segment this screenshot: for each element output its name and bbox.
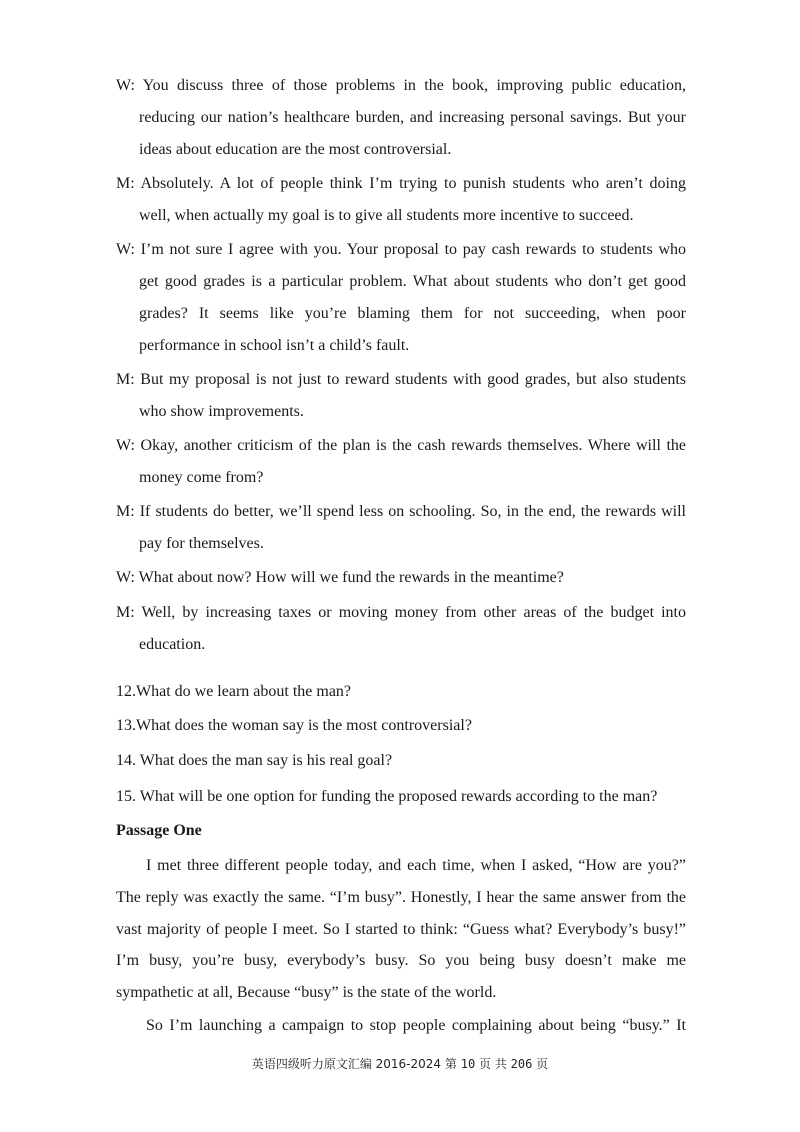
dialogue-line: reducing our nation’s healthcare burden, and increasing personal savings. But your: [139, 109, 686, 126]
passage-line: I’m busy, you’re busy, everybody’s busy. So you being busy doesn’t make me: [116, 952, 686, 969]
footer-page-prefix: 第: [444, 1057, 457, 1071]
passage-line: vast majority of people I meet. So I started to think: “Guess what? Everybody’s busy!”: [116, 921, 686, 938]
dialogue-line: money come from?: [139, 469, 264, 486]
dialogue-line: grades? It seems like you’re blaming them for not succeeding, when poor: [139, 305, 686, 322]
dialogue-line: M: But my proposal is not just to reward students with good grades, but also students: [116, 371, 686, 388]
footer-page-suffix: 页: [536, 1057, 549, 1071]
footer-page-number: 10: [460, 1057, 476, 1071]
dialogue-line: W: I’m not sure I agree with you. Your proposal to pay cash rewards to students who: [116, 241, 686, 258]
question-item: 15. What will be one option for funding the proposed rewards according to the man?: [116, 788, 658, 805]
dialogue-line: W: What about now? How will we fund the rewards in the meantime?: [116, 569, 564, 586]
dialogue-line: M: Well, by increasing taxes or moving money from other areas of the budget into: [116, 604, 686, 621]
dialogue-line: get good grades is a particular problem. What about students who don’t get good: [139, 273, 686, 290]
question-item: 13.What does the woman say is the most controversial?: [116, 717, 472, 734]
dialogue-line: education.: [139, 636, 206, 653]
dialogue-line: W: Okay, another criticism of the plan is the cash rewards themselves. Where will the: [116, 437, 686, 454]
passage-line: The reply was exactly the same. “I’m busy”. Honestly, I hear the same answer from the: [116, 889, 686, 906]
passage-heading: Passage One: [116, 822, 202, 839]
dialogue-line: M: If students do better, we’ll spend less on schooling. So, in the end, the rewards will: [116, 503, 686, 520]
dialogue-line: pay for themselves.: [139, 535, 264, 552]
footer-title: 英语四级听力原文汇编 2016-2024: [251, 1057, 442, 1071]
passage-line: I met three different people today, and each time, when I asked, “How are you?”: [146, 857, 686, 874]
passage-line: sympathetic at all, Because “busy” is the state of the world.: [116, 984, 497, 1001]
dialogue-line: W: You discuss three of those problems in the book, improving public education,: [116, 77, 686, 94]
passage-line: So I’m launching a campaign to stop people complaining about being “busy.” It: [146, 1017, 686, 1034]
page-footer: [0, 1055, 800, 1072]
footer-total-pages: 206: [510, 1057, 533, 1071]
footer-page-mid: 页 共: [479, 1057, 507, 1071]
dialogue-line: M: Absolutely. A lot of people think I’m trying to punish students who aren’t doing: [116, 175, 686, 192]
question-item: 14. What does the man say is his real goal?: [116, 752, 393, 769]
question-item: 12.What do we learn about the man?: [116, 683, 352, 700]
dialogue-line: ideas about education are the most controversial.: [139, 141, 452, 158]
dialogue-line: who show improvements.: [139, 403, 304, 420]
dialogue-line: performance in school isn’t a child’s fault.: [139, 337, 410, 354]
dialogue-line: well, when actually my goal is to give all students more incentive to succeed.: [139, 207, 634, 224]
